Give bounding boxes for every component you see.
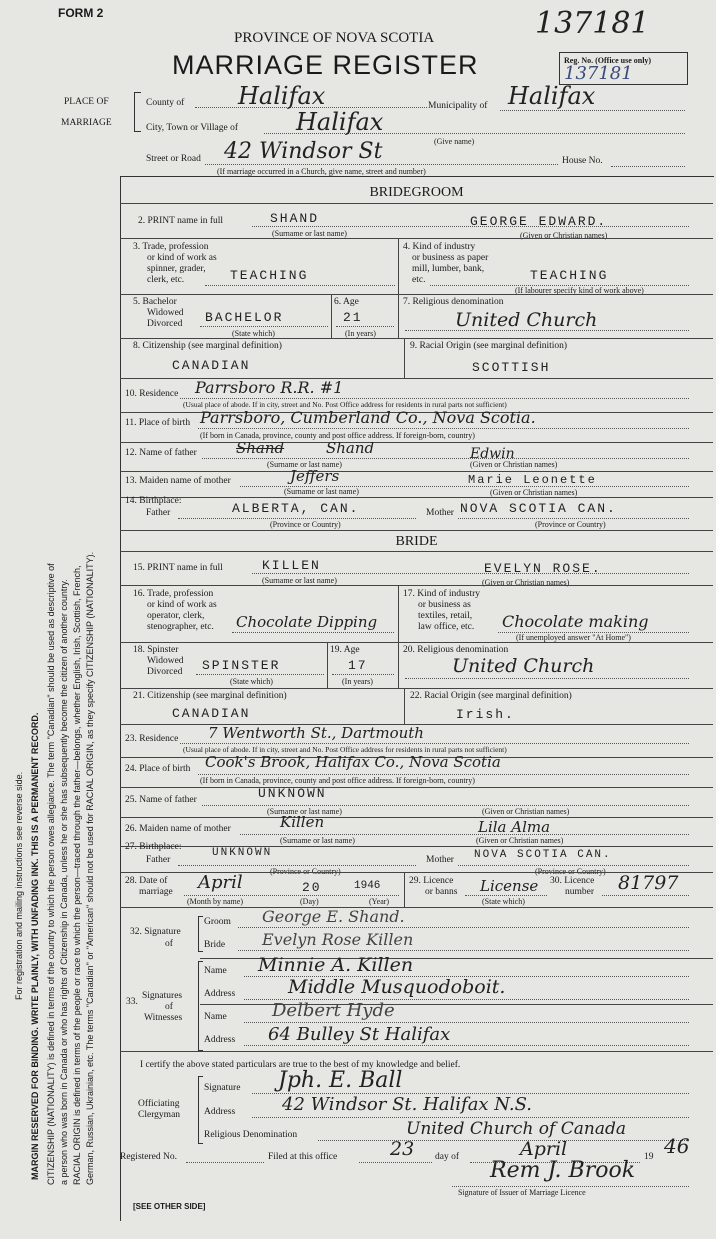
bride-sig-label: Bride (204, 940, 226, 950)
groom-given: GEORGE EDWARD. (470, 214, 608, 229)
rule (404, 872, 405, 907)
groom-marital-status: BACHELOR (205, 310, 284, 325)
f3-label-1: 3. Trade, profession (133, 242, 209, 252)
clergy-denomination: United Church of Canada (406, 1119, 626, 1139)
f5-hint: (State which) (232, 329, 275, 338)
f29-label-1: 29. Licence (409, 876, 454, 886)
witness-label-3: Witnesses (144, 1013, 183, 1023)
f3-label-4: clerk, etc. (147, 275, 185, 285)
f16-label-1: 16. Trade, profession (133, 589, 214, 599)
f14-mother-hint: (Province or Country) (535, 520, 606, 529)
f29-line (465, 895, 547, 896)
bride-trade: Chocolate Dipping (236, 613, 378, 631)
f3-label-2: or kind of work as (147, 253, 217, 263)
f14-label-1: 14. Birthplace: (125, 496, 182, 506)
f2-surname-hint: (Surname or last name) (272, 229, 347, 238)
rule (120, 817, 713, 818)
f27-mother-hint: (Province or Country) (535, 867, 606, 876)
f23-line (180, 743, 689, 744)
f4-label-1: 4. Kind of industry (403, 242, 476, 252)
rule (120, 338, 713, 339)
month-hint: (Month by name) (187, 897, 243, 906)
f13-label: 13. Maiden name of mother (125, 476, 231, 486)
reg-no-box (559, 52, 688, 85)
issuer-line (452, 1186, 689, 1187)
rule (120, 1051, 713, 1052)
licence-or-banns: License (480, 877, 539, 895)
f16-label-3: operator, clerk, (147, 611, 205, 621)
f24-hint: (If born in Canada, province, county and post office address. If foreign-born, country) (200, 776, 475, 785)
bride-surname: KILLEN (262, 558, 321, 573)
reg-no-label: Reg. No. (Office use only) (564, 56, 652, 65)
place-bracket (134, 92, 141, 132)
clergy-address-line (252, 1117, 689, 1118)
groom-birthplace: Parrsboro, Cumberland Co., Nova Scotia. (200, 408, 536, 427)
witness2-name: Delbert Hyde (272, 1000, 395, 1021)
f5-label-1: 5. Bachelor (133, 297, 177, 307)
f19-label: 19. Age (330, 645, 360, 655)
f27-label-1: 27. Birthplace: (125, 842, 182, 852)
filed-day-line (359, 1162, 432, 1163)
f12-label: 12. Name of father (125, 448, 197, 458)
groom-father-birthplace: ALBERTA, CAN. (232, 501, 360, 516)
f18-hint: (State which) (230, 677, 273, 686)
rule (120, 688, 713, 689)
f23-hint: (Usual place of abode. If in city, street and No. Post Office address for residents in rural parts not sufficient) (183, 745, 507, 754)
issuer-label: Signature of Issuer of Marriage Licence (458, 1188, 586, 1197)
witness2-address: 64 Bulley St Halifax (268, 1024, 451, 1045)
bride-age: 17 (348, 658, 368, 673)
groom-citizenship: CANADIAN (172, 358, 251, 373)
officiating-label-1: Officiating (138, 1099, 180, 1109)
licence-number: 81797 (618, 872, 679, 894)
f14-father-hint: (Province or Country) (270, 520, 341, 529)
f21-label: 21. Citizenship (see marginal definition) (133, 691, 287, 701)
f15-surname-hint: (Surname or last name) (262, 576, 337, 585)
f30-label-1: 30. Licence (550, 876, 595, 886)
margin-binding-notice: MARGIN RESERVED FOR BINDING. WRITE PLAINLY, WITH UNFADING INK. THIS IS A PERMANENT RECORD. (30, 712, 40, 1180)
groom-mother-surname: Jeffers (290, 467, 340, 485)
filed-month: April (520, 1138, 568, 1160)
f3-line (205, 285, 395, 286)
f17-label-3: textiles, retail, (418, 611, 473, 621)
w1-name-label: Name (204, 966, 227, 976)
county-value: Halifax (238, 82, 326, 110)
f8-label: 8. Citizenship (see marginal definition) (133, 341, 282, 351)
f15-label: 15. PRINT name in full (133, 563, 223, 573)
f2-label: 2. PRINT name in full (138, 216, 224, 226)
f27-label-2: Father (146, 855, 171, 865)
clergy-signature: Jph. E. Ball (278, 1068, 403, 1093)
f10-line (180, 398, 689, 399)
rule (120, 471, 713, 472)
f25-given-hint: (Given or Christian names) (482, 807, 570, 816)
f6-label: 6. Age (334, 297, 359, 307)
bride-citizenship: CANADIAN (172, 706, 251, 721)
officiating-label-2: Clergyman (138, 1110, 181, 1120)
f11-label: 11. Place of birth (125, 418, 191, 428)
bride-father-surname: UNKNOWN (258, 786, 327, 801)
groom-father-surname: Shand (326, 439, 375, 457)
rule (398, 294, 399, 338)
margin-citizenship-def-2: a person who was born in Canada or who has rights of Citizenship in Canada, unless he or she has subsequently become the citizen of another country. (59, 579, 69, 1185)
clergy-sig-label: Signature (204, 1083, 241, 1093)
rule (331, 294, 332, 338)
bride-father-birthplace: UNKNOWN (212, 847, 273, 859)
witness1-address: Middle Musquodoboit. (288, 976, 506, 998)
f26-label: 26. Maiden name of mother (125, 824, 231, 834)
f19-line (332, 674, 394, 675)
rule (120, 294, 713, 295)
certify-statement: I certify the above stated particulars are true to the best of my knowledge and belief. (140, 1060, 461, 1070)
f17-label-4: law office, etc. (418, 622, 475, 632)
f26-given-hint: (Given or Christian names) (476, 836, 564, 845)
bride-heading: BRIDE (395, 534, 438, 549)
f4-label-3: mill, lumber, bank, (412, 264, 485, 274)
rule (120, 642, 713, 643)
groom-age: 21 (343, 310, 363, 325)
f20-label: 20. Religious denomination (403, 645, 509, 655)
city-value: Halifax (296, 108, 384, 136)
rule (120, 530, 713, 531)
f14-mother-label: Mother (426, 508, 454, 518)
rule (398, 238, 399, 294)
marriage-year: 1946 (354, 880, 381, 892)
f10-hint: (Usual place of abode. If in city, street and No. Post Office address for residents in rural parts not sufficient) (183, 400, 507, 409)
f13-surname-hint: (Surname or last name) (284, 487, 359, 496)
witness-label-1: Signatures (142, 991, 183, 1001)
f25-label: 25. Name of father (125, 795, 197, 805)
rule (120, 551, 713, 552)
house-label: House No. (562, 156, 603, 166)
witness-bracket (198, 961, 203, 1051)
filed-year: 46 (664, 1134, 690, 1158)
f14-label-2: Father (146, 508, 171, 518)
f25-line (202, 805, 689, 806)
day-of-label: day of (435, 1152, 460, 1162)
margin-racial-def-1: RACIAL ORIGIN is defined in terms of the people or race to which the person—traced through the father—belongs, whether English, Irish, Scottish, French, (72, 565, 82, 1185)
f27-father-hint: (Province or Country) (270, 867, 341, 876)
see-other-side: [SEE OTHER SIDE] (133, 1202, 206, 1211)
rule (120, 203, 713, 204)
witness1-name: Minnie A. Killen (258, 954, 414, 976)
registered-line (186, 1162, 264, 1163)
f4-label-2: or business as paper (412, 253, 489, 263)
f28-label-2: marriage (139, 887, 173, 897)
day-hint: (Day) (300, 897, 319, 906)
registration-number-handwritten: 137181 (535, 6, 650, 41)
county-label: County of (146, 98, 185, 108)
w2-address-line (244, 1045, 689, 1046)
f27-mother-line (458, 865, 689, 866)
bride-given: EVELYN ROSE. (484, 561, 602, 576)
f18-label-1: 18. Spinster (133, 645, 179, 655)
rule (404, 688, 405, 724)
f9-label: 9. Racial Origin (see marginal definition) (410, 341, 568, 351)
street-line (205, 164, 558, 165)
groom-father-struck: Shand (236, 439, 285, 457)
groom-sig-line (238, 927, 689, 928)
f13-given-hint: (Given or Christian names) (490, 488, 578, 497)
f24-label: 24. Place of birth (125, 764, 191, 774)
f18-label-2: Widowed (147, 656, 184, 666)
registered-label: Registered No. (120, 1152, 177, 1162)
place-label-2: MARRIAGE (61, 118, 112, 128)
issuer-signature: Rem J. Brook (490, 1158, 636, 1183)
f5-line (200, 326, 328, 327)
bride-mother-birthplace: NOVA SCOTIA CAN. (474, 849, 612, 861)
rule (120, 907, 713, 908)
f27-father-line (178, 865, 416, 866)
margin-racial-def-2: German, Russian, Ukrainian, etc. The terms "Canadian" or "American" should not be used for RACIAL ORIGIN, as they specify CITIZENSHIP (NATIONALITY). (85, 551, 95, 1185)
f12-given-hint: (Given or Christian names) (470, 460, 558, 469)
f18-label-3: Divorced (147, 667, 183, 677)
f4-label-4: etc. (412, 275, 426, 285)
groom-father-given: Edwin (470, 446, 515, 462)
f18-line (196, 674, 324, 675)
f32-label-1: 32. Signature (130, 927, 181, 937)
signature-bracket (198, 916, 203, 952)
bride-mother-surname: Killen (280, 813, 325, 831)
place-label-1: PLACE OF (64, 97, 109, 107)
filed-label: Filed at this office (268, 1152, 338, 1162)
f28-line (184, 895, 399, 896)
house-line (611, 166, 685, 167)
groom-mother-birthplace: NOVA SCOTIA CAN. (460, 501, 617, 516)
rule (120, 787, 713, 788)
f7-label: 7. Religious denomination (403, 297, 504, 307)
f15-line (252, 573, 689, 574)
f16-label-4: stenographer, etc. (147, 622, 214, 632)
street-label: Street or Road (146, 154, 201, 164)
f16-label-2: or kind of work as (147, 600, 217, 610)
f29-label-2: or banns (425, 887, 458, 897)
bridegroom-heading: BRIDEGROOM (369, 185, 464, 200)
municipality-label: Municipality of (428, 101, 488, 111)
religious-denomination-label: Religious Denomination (204, 1130, 298, 1140)
groom-racial-origin: SCOTTISH (472, 360, 551, 375)
f10-label: 10. Residence (125, 389, 179, 399)
groom-mother-given: Marie Leonette (468, 473, 597, 487)
groom-industry: TEACHING (530, 268, 609, 283)
f27-mother-label: Mother (426, 855, 454, 865)
rule (120, 497, 713, 498)
witness-label-2: of (165, 1002, 173, 1012)
groom-residence: Parrsboro R.R. #1 (195, 378, 344, 397)
f17-label-1: 17. Kind of industry (403, 589, 481, 599)
bride-religion: United Church (452, 655, 595, 677)
year-hint: (Year) (369, 897, 390, 906)
f14-father-line (178, 518, 416, 519)
bride-signature: Evelyn Rose Killen (262, 930, 414, 949)
f26-surname-hint: (Surname or last name) (280, 836, 355, 845)
f30-line (602, 895, 689, 896)
groom-religion: United Church (455, 309, 598, 331)
f17-note: (If unemployed answer "At Home") (516, 633, 631, 642)
f15-given-hint: (Given or Christian names) (482, 578, 570, 587)
rule (120, 846, 713, 847)
w1-address-label: Address (204, 989, 236, 999)
groom-sig-label: Groom (204, 917, 231, 927)
page-title: MARRIAGE REGISTER (172, 50, 479, 80)
bride-industry: Chocolate making (502, 612, 649, 631)
f14-mother-line (458, 518, 689, 519)
province-heading: PROVINCE OF NOVA SCOTIA (234, 30, 435, 46)
form-number: FORM 2 (58, 6, 104, 20)
rule (120, 585, 713, 586)
f6-hint: (In years) (345, 329, 376, 338)
rule (404, 338, 405, 378)
f24-line (198, 774, 689, 775)
clergy-address-label: Address (204, 1107, 236, 1117)
f32-label-2: of (165, 939, 173, 949)
f28-label-1: 28. Date of (125, 876, 168, 886)
street-value: 42 Windsor St (224, 139, 383, 164)
bride-sig-line (238, 950, 689, 951)
groom-signature: George E. Shand. (262, 907, 405, 926)
municipality-line (500, 110, 685, 111)
give-name-hint: (Give name) (434, 137, 475, 146)
year-prefix: 19 (644, 1152, 654, 1162)
f12-line (202, 458, 689, 459)
f20-line (405, 678, 689, 679)
f26-line (240, 834, 689, 835)
bride-birthplace: Cook's Brook, Halifax Co., Nova Scotia (205, 753, 501, 771)
margin-citizenship-def-1: CITIZENSHIP (NATIONALITY) is defined in terms of the country to which the person owes allegiance. The term "Canadian" should be used as descriptive of (46, 563, 56, 1185)
f29-hint: (State which) (482, 897, 525, 906)
w2-name-label: Name (204, 1012, 227, 1022)
bride-mother-given: Lila Alma (478, 818, 551, 836)
f4-note: (If labourer specify kind of work above) (515, 286, 644, 295)
f30-label-2: number (565, 887, 595, 897)
groom-surname: SHAND (270, 211, 320, 226)
f6-line (336, 326, 394, 327)
municipality-value: Halifax (508, 82, 596, 110)
rule (120, 442, 713, 443)
rule (398, 585, 399, 642)
religious-denomination-line (318, 1140, 689, 1141)
bride-racial-origin: Irish. (456, 707, 515, 722)
rule (398, 642, 399, 688)
reg-no-value: 137181 (564, 63, 633, 84)
f19-hint: (In years) (342, 677, 373, 686)
f12-surname-hint: (Surname or last name) (267, 460, 342, 469)
city-label: City, Town or Village of (146, 123, 238, 133)
filed-day: 23 (390, 1138, 415, 1160)
rule (120, 238, 713, 239)
f25-surname-hint: (Surname or last name) (267, 807, 342, 816)
clergy-bracket (198, 1076, 203, 1144)
f23-label: 23. Residence (125, 734, 179, 744)
marriage-month: April (198, 872, 243, 893)
groom-trade: TEACHING (230, 268, 309, 283)
w2-name-line (244, 1022, 689, 1023)
f22-label: 22. Racial Origin (see marginal definition) (410, 691, 572, 701)
f17-label-2: or business as (418, 600, 471, 610)
w2-address-label: Address (204, 1035, 236, 1045)
binding-margin (0, 0, 110, 1239)
f16-line (232, 632, 394, 633)
f5-label-2: Widowed (147, 308, 184, 318)
margin-instructions: For registration and mailing instructions see reverse side. (14, 771, 24, 1000)
f3-label-3: spinner, grader, (147, 264, 206, 274)
clergy-address: 42 Windsor St. Halifax N.S. (282, 1094, 533, 1115)
f5-label-3: Divorced (147, 319, 183, 329)
bride-marital-status: SPINSTER (202, 658, 281, 673)
rule (327, 642, 328, 688)
f2-given-hint: (Given or Christian names) (520, 231, 608, 240)
bride-residence: 7 Wentworth St., Dartmouth (208, 724, 424, 742)
marriage-day: 20 (302, 880, 322, 895)
f11-line (198, 428, 689, 429)
f33-label: 33. (126, 997, 138, 1007)
church-note: (If marriage occurred in a Church, give name, street and number) (217, 167, 426, 176)
f11-hint: (If born in Canada, province, county and post office address. If foreign-born, country) (200, 431, 475, 440)
